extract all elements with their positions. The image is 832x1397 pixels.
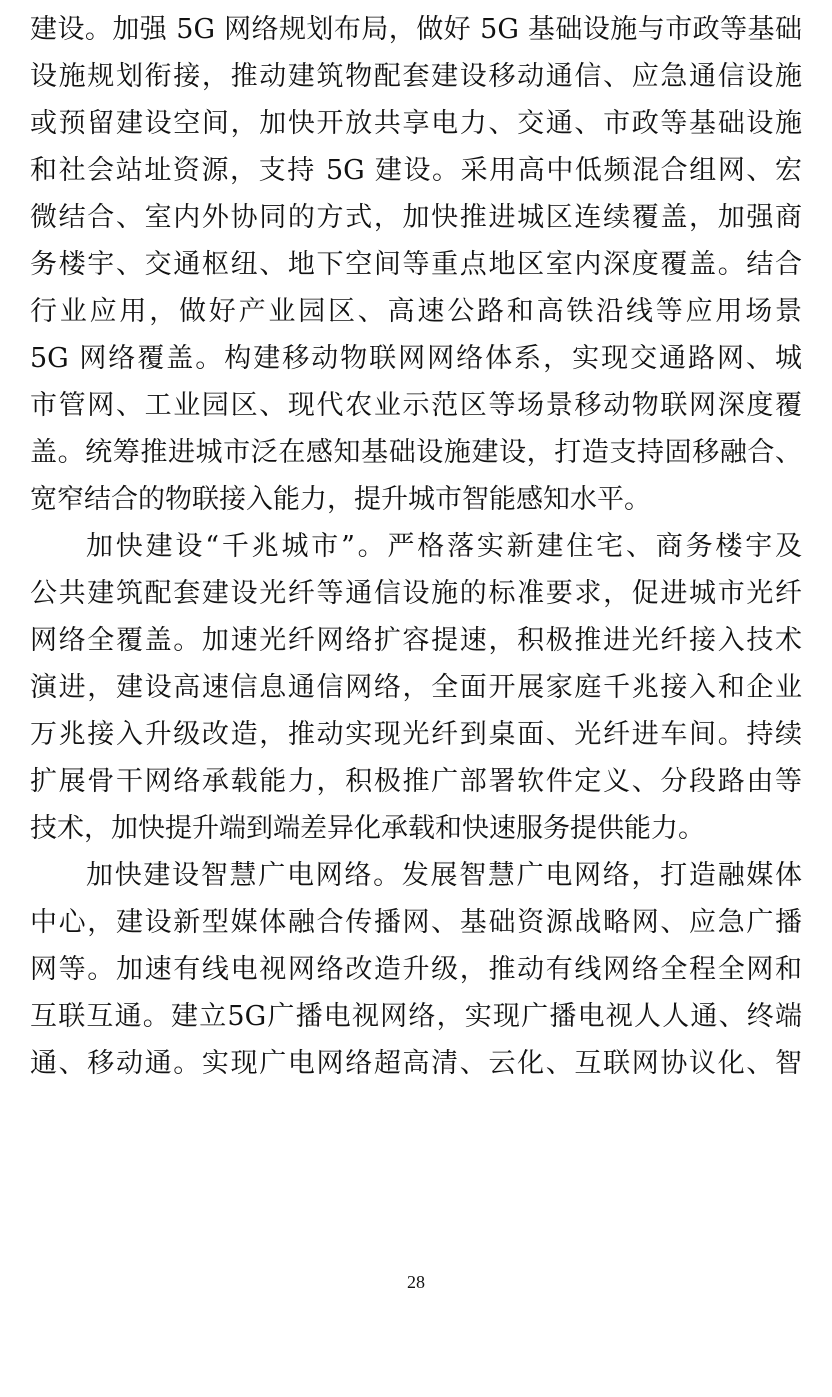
text-line: 建设。加强 5G 网络规划布局，做好 5G 基础设施与市政等基础 <box>30 14 802 45</box>
text-line: 5G 网络覆盖。构建移动物联网网络体系，实现交通路网、城 <box>30 343 802 374</box>
text-line: 技术，加快提升端到端差异化承载和快速服务提供能力。 <box>30 813 705 844</box>
text-line: 通、移动通。实现广电网络超高清、云化、互联网协议化、智 <box>30 1048 802 1079</box>
text-line: 互联互通。建立5G广播电视网络，实现广播电视人人通、终端 <box>30 1001 802 1032</box>
text-line: 网等。加速有线电视网络改造升级，推动有线网络全程全网和 <box>30 954 802 985</box>
text-line: 宽窄结合的物联接入能力，提升城市智能感知水平。 <box>30 484 651 515</box>
text-line: 务楼宇、交通枢纽、地下空间等重点地区室内深度覆盖。结合 <box>30 249 802 280</box>
text-line: 加快建设“千兆城市”。严格落实新建住宅、商务楼宇及 <box>86 531 802 562</box>
page-number: 28 <box>407 1272 425 1292</box>
text-line: 扩展骨干网络承载能力，积极推广部署软件定义、分段路由等 <box>30 766 802 797</box>
text-line: 微结合、室内外协同的方式，加快推进城区连续覆盖，加强商 <box>30 202 802 233</box>
paragraph-1 <box>30 6 802 523</box>
text-line: 万兆接入升级改造，推动实现光纤到桌面、光纤进车间。持续 <box>30 719 802 750</box>
text-line: 中心，建设新型媒体融合传播网、基础资源战略网、应急广播 <box>30 907 802 938</box>
text-line: 行业应用，做好产业园区、高速公路和高铁沿线等应用场景 <box>30 296 802 327</box>
text-line: 设施规划衔接，推动建筑物配套建设移动通信、应急通信设施 <box>30 61 802 92</box>
text-line: 或预留建设空间，加快开放共享电力、交通、市政等基础设施 <box>30 108 802 139</box>
text-line: 市管网、工业园区、现代农业示范区等场景移动物联网深度覆 <box>30 390 802 421</box>
text-line: 网络全覆盖。加速光纤网络扩容提速，积极推进光纤接入技术 <box>30 625 802 656</box>
text-line: 公共建筑配套建设光纤等通信设施的标准要求，促进城市光纤 <box>30 578 802 609</box>
text-line: 加快建设智慧广电网络。发展智慧广电网络，打造融媒体 <box>86 860 802 891</box>
text-line: 演进，建设高速信息通信网络，全面开展家庭千兆接入和企业 <box>30 672 802 703</box>
paragraph-2 <box>30 523 802 852</box>
text-line: 盖。统筹推进城市泛在感知基础设施建设，打造支持固移融合、 <box>30 437 802 468</box>
text-line: 和社会站址资源，支持 5G 建设。采用高中低频混合组网、宏 <box>30 155 802 186</box>
paragraph-3 <box>30 852 802 1087</box>
